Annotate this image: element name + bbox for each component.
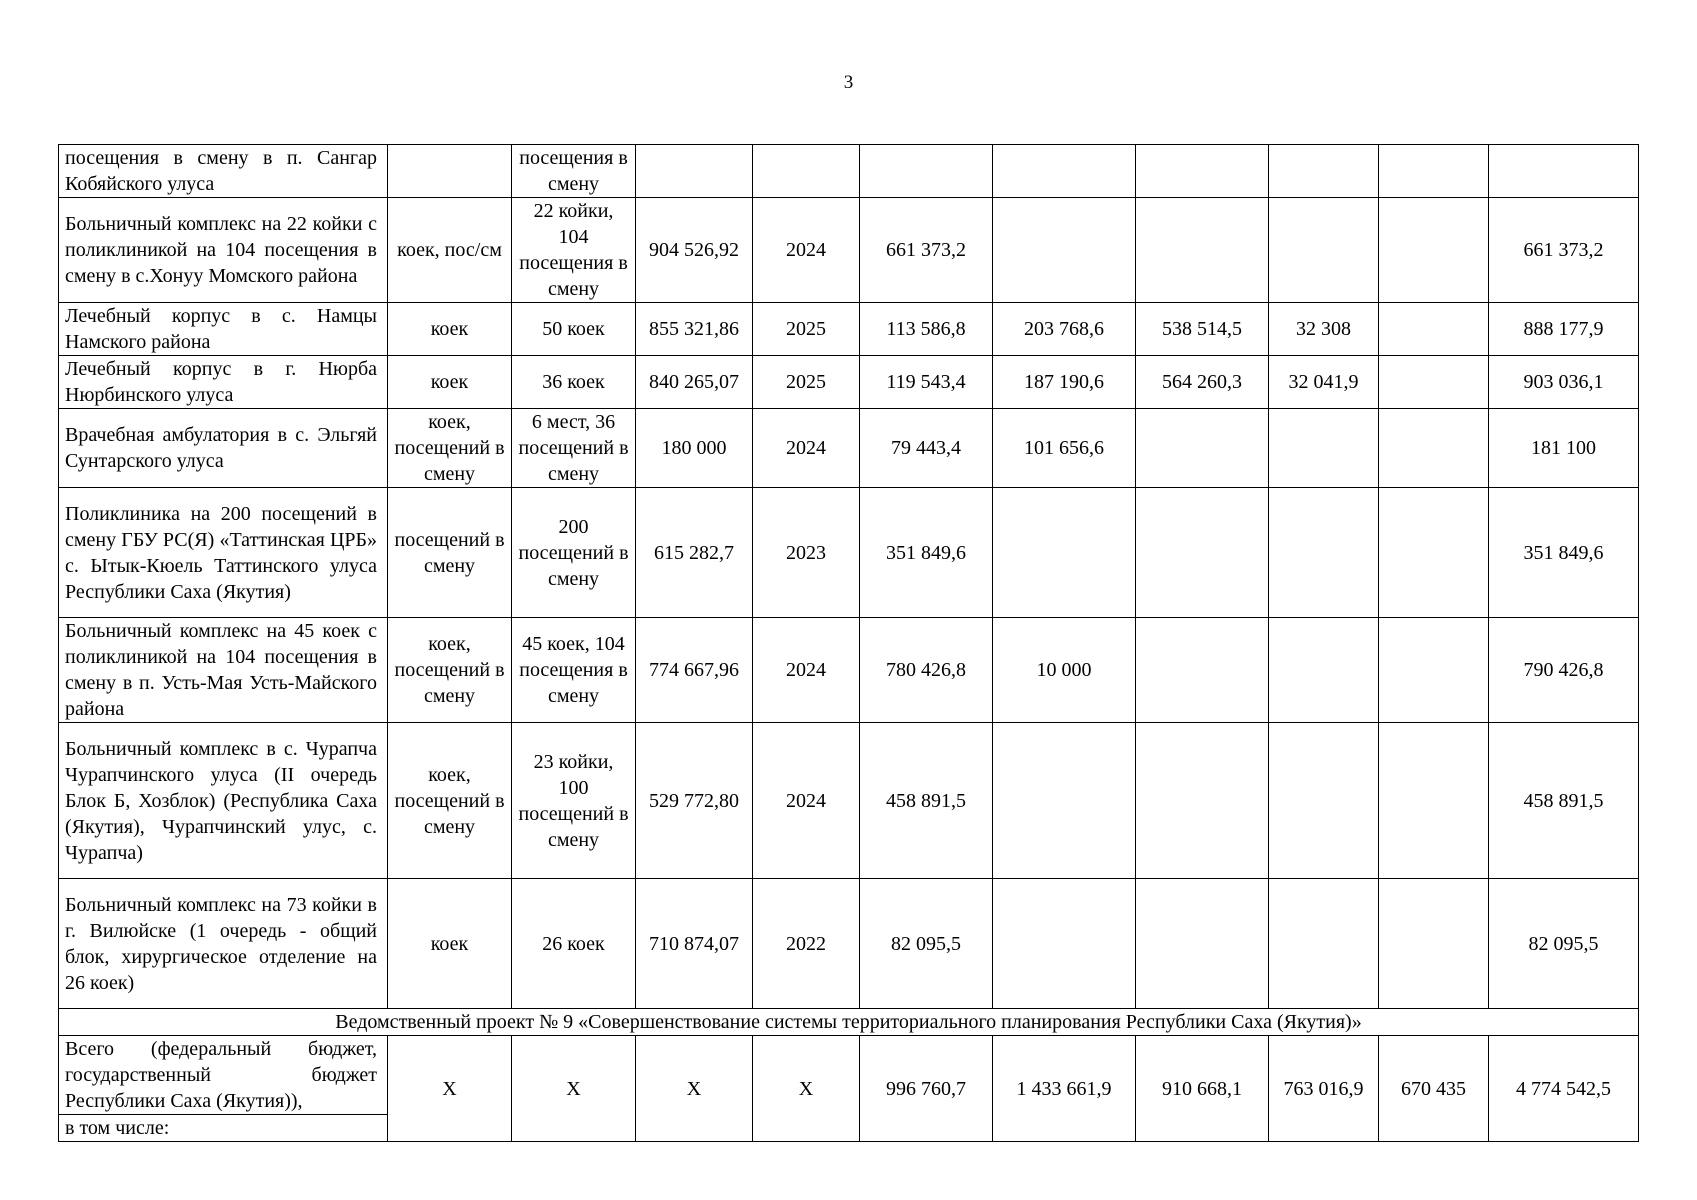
unit-cell: коек (388, 879, 512, 1009)
summary-row (59, 1036, 1639, 1115)
value-cell (1136, 488, 1269, 618)
value-cell (1136, 198, 1269, 303)
value-cell (1269, 198, 1379, 303)
value-cell (1136, 618, 1269, 723)
value-cell: 670 435 (1379, 1036, 1489, 1142)
value-cell (1136, 879, 1269, 1009)
value-cell (1379, 723, 1489, 879)
year-cell: 2024 (753, 618, 860, 723)
value-cell (1269, 409, 1379, 488)
unit-cell: коек, посещений в смену (388, 409, 512, 488)
table-row (59, 723, 1639, 879)
object-name-cell: Больничный комплекс на 22 койки с поликлиникой на 104 посещения в смену в с.Хонуу Момского района (59, 198, 388, 303)
value-cell (1136, 409, 1269, 488)
page-number: 3 (843, 72, 854, 93)
investment-table (58, 144, 1639, 1142)
value-cell (1379, 618, 1489, 723)
unit-cell: коек, посещений в смену (388, 723, 512, 879)
object-name-cell: Больничный комплекс в с. Чурапча Чурапчинского улуса (II очередь Блок Б, Хозблок) (Республика Саха (Якутия), Чурапчинский улус, с. Чурапча) (59, 723, 388, 879)
capacity-cell: 6 мест, 36 посещений в смену (512, 409, 636, 488)
cost-cell (636, 145, 753, 198)
value-cell (993, 145, 1136, 198)
cost-cell: 180 000 (636, 409, 753, 488)
cost-cell: 710 874,07 (636, 879, 753, 1009)
year-cell: Х (753, 1036, 860, 1142)
section-header-row (59, 1009, 1639, 1036)
section-title: Ведомственный проект № 9 «Совершенствование системы территориального планирования Республики Саха (Якутия)» (59, 1009, 1639, 1036)
total-cell: 4 774 542,5 (1489, 1036, 1639, 1142)
value-cell (1269, 723, 1379, 879)
table-row (59, 488, 1639, 618)
value-cell: 661 373,2 (860, 198, 993, 303)
value-cell: 351 849,6 (860, 488, 993, 618)
table-row (59, 303, 1639, 356)
year-cell: 2022 (753, 879, 860, 1009)
value-cell: 119 543,4 (860, 356, 993, 409)
value-cell (1379, 356, 1489, 409)
year-cell: 2025 (753, 303, 860, 356)
value-cell: 79 443,4 (860, 409, 993, 488)
table-row (59, 879, 1639, 1009)
table-row (59, 409, 1639, 488)
total-cell: 790 426,8 (1489, 618, 1639, 723)
unit-cell: коек, пос/см (388, 198, 512, 303)
value-cell: 538 514,5 (1136, 303, 1269, 356)
value-cell: 10 000 (993, 618, 1136, 723)
object-name-cell: Поликлиника на 200 посещений в смену ГБУ РС(Я) «Таттинская ЦРБ» с. Ытык-Кюель Таттинского улуса Республики Саха (Якутия) (59, 488, 388, 618)
cost-cell: 774 667,96 (636, 618, 753, 723)
object-name-cell: посещения в смену в п. Сангар Кобяйского улуса (59, 145, 388, 198)
value-cell (1269, 488, 1379, 618)
value-cell (1269, 879, 1379, 1009)
value-cell (1136, 145, 1269, 198)
value-cell: 187 190,6 (993, 356, 1136, 409)
cost-cell: Х (636, 1036, 753, 1142)
value-cell (1379, 879, 1489, 1009)
capacity-cell: 45 коек, 104 посещения в смену (512, 618, 636, 723)
value-cell: 101 656,6 (993, 409, 1136, 488)
total-cell (1489, 145, 1639, 198)
value-cell: 32 041,9 (1269, 356, 1379, 409)
unit-cell: коек (388, 303, 512, 356)
cost-cell: 855 321,86 (636, 303, 753, 356)
object-name-cell: Лечебный корпус в г. Нюрба Нюрбинского улуса (59, 356, 388, 409)
total-cell: 903 036,1 (1489, 356, 1639, 409)
value-cell: 763 016,9 (1269, 1036, 1379, 1142)
unit-cell (388, 145, 512, 198)
value-cell (1379, 145, 1489, 198)
summary-subname-cell: в том числе: (59, 1115, 388, 1142)
value-cell (993, 879, 1136, 1009)
capacity-cell: 26 коек (512, 879, 636, 1009)
cost-cell: 529 772,80 (636, 723, 753, 879)
year-cell (753, 145, 860, 198)
value-cell: 458 891,5 (860, 723, 993, 879)
object-name-cell: Больничный комплекс на 73 койки в г. Вилюйске (1 очередь - общий блок, хирургическое отделение на 26 коек) (59, 879, 388, 1009)
value-cell: 1 433 661,9 (993, 1036, 1136, 1142)
table-row (59, 145, 1639, 198)
value-cell: 203 768,6 (993, 303, 1136, 356)
value-cell (1269, 618, 1379, 723)
table-row (59, 618, 1639, 723)
total-cell: 82 095,5 (1489, 879, 1639, 1009)
total-cell: 888 177,9 (1489, 303, 1639, 356)
capacity-cell: 22 койки, 104 посещения в смену (512, 198, 636, 303)
capacity-cell: Х (512, 1036, 636, 1142)
summary-name-cell: Всего (федеральный бюджет, государственный бюджет Республики Саха (Якутия)), (59, 1036, 388, 1115)
capacity-cell: 200 посещений в смену (512, 488, 636, 618)
object-name-cell: Больничный комплекс на 45 коек с поликлиникой на 104 посещения в смену в п. Усть-Мая Усть-Майского района (59, 618, 388, 723)
unit-cell: Х (388, 1036, 512, 1142)
value-cell (993, 723, 1136, 879)
unit-cell: коек, посещений в смену (388, 618, 512, 723)
table-row (59, 356, 1639, 409)
capacity-cell: посещения в смену (512, 145, 636, 198)
value-cell: 82 095,5 (860, 879, 993, 1009)
value-cell (860, 145, 993, 198)
capacity-cell: 50 коек (512, 303, 636, 356)
cost-cell: 840 265,07 (636, 356, 753, 409)
total-cell: 458 891,5 (1489, 723, 1639, 879)
total-cell: 181 100 (1489, 409, 1639, 488)
year-cell: 2025 (753, 356, 860, 409)
object-name-cell: Лечебный корпус в с. Намцы Намского района (59, 303, 388, 356)
cost-cell: 615 282,7 (636, 488, 753, 618)
value-cell: 780 426,8 (860, 618, 993, 723)
value-cell (1136, 723, 1269, 879)
total-cell: 661 373,2 (1489, 198, 1639, 303)
object-name-cell: Врачебная амбулатория в с. Эльгяй Сунтарского улуса (59, 409, 388, 488)
value-cell: 113 586,8 (860, 303, 993, 356)
unit-cell: посещений в смену (388, 488, 512, 618)
value-cell: 910 668,1 (1136, 1036, 1269, 1142)
value-cell (1379, 488, 1489, 618)
year-cell: 2023 (753, 488, 860, 618)
table-row (59, 198, 1639, 303)
value-cell (993, 488, 1136, 618)
value-cell (1379, 198, 1489, 303)
value-cell (1379, 409, 1489, 488)
year-cell: 2024 (753, 723, 860, 879)
value-cell (1379, 303, 1489, 356)
value-cell (1269, 145, 1379, 198)
capacity-cell: 36 коек (512, 356, 636, 409)
value-cell: 564 260,3 (1136, 356, 1269, 409)
year-cell: 2024 (753, 409, 860, 488)
total-cell: 351 849,6 (1489, 488, 1639, 618)
value-cell (993, 198, 1136, 303)
unit-cell: коек (388, 356, 512, 409)
cost-cell: 904 526,92 (636, 198, 753, 303)
value-cell: 32 308 (1269, 303, 1379, 356)
value-cell: 996 760,7 (860, 1036, 993, 1142)
capacity-cell: 23 койки, 100 посещений в смену (512, 723, 636, 879)
year-cell: 2024 (753, 198, 860, 303)
